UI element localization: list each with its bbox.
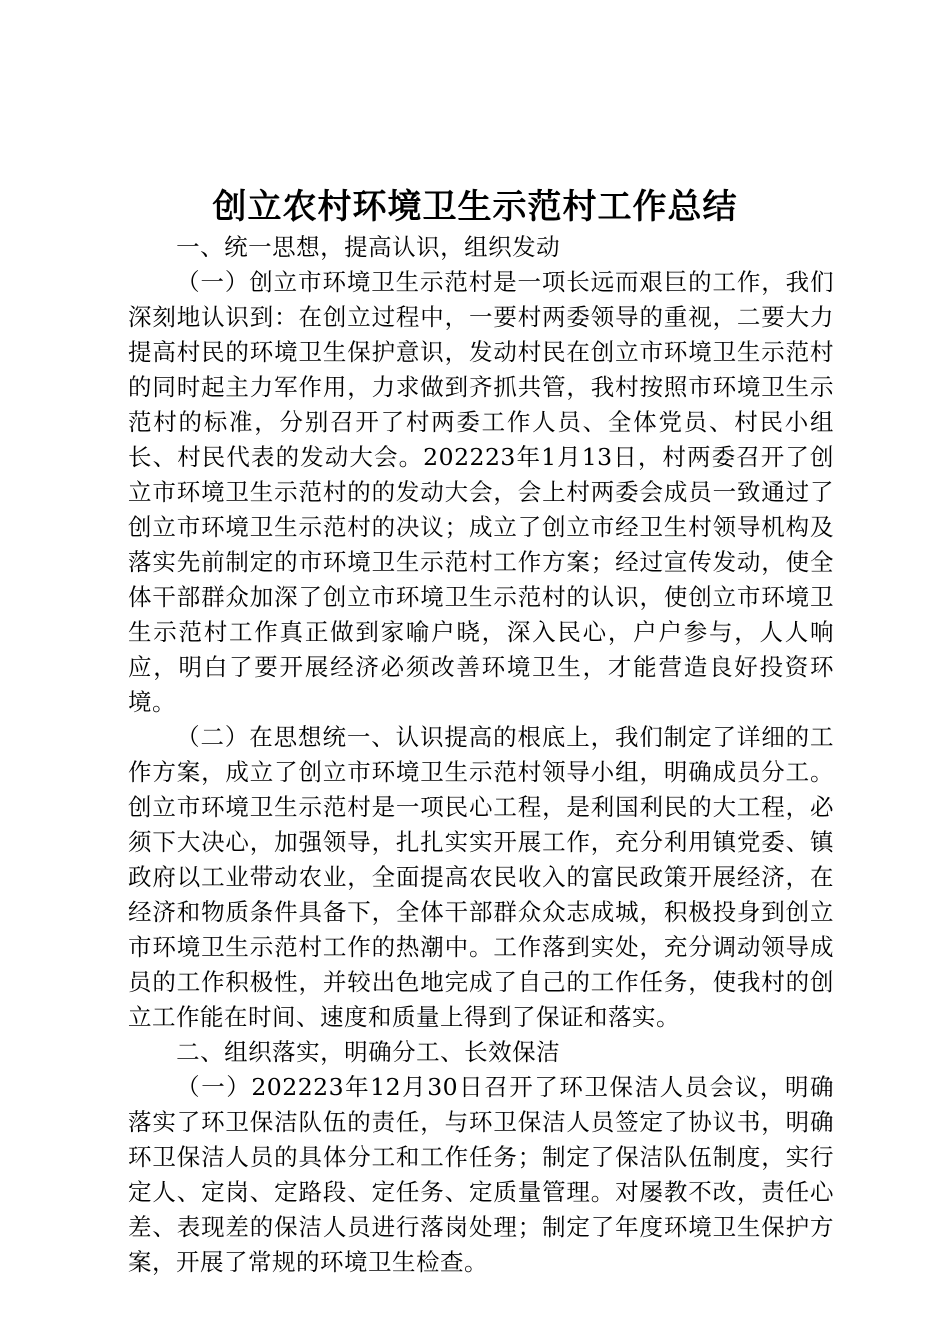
document-body xyxy=(128,230,834,1280)
paragraph-1-2: （二）在思想统一、认识提高的根底上，我们制定了详细的工作方案，成立了创立市环境卫生示范村领导小组，明确成员分工。创立市环境卫生示范村是一项民心工程，是利国利民的大工程，必须下大决心，加强领导，扎扎实实开展工作，充分利用镇党委、镇政府以工业带动农业，全面提高农民收入的富民政策开展经济，在经济和物质条件具备下，全体干部群众众志成城，积极投身到创立市环境卫生示范村工作的热潮中。工作落到实处，充分调动领导成员的工作积极性，并较出色地完成了自己的工作任务，使我村的创立工作能在时间、速度和质量上得到了保证和落实。 xyxy=(128,723,834,1031)
document-title: 创立农村环境卫生示范村工作总结 xyxy=(212,187,738,227)
paragraph-2-1: （一）202223年12月30日召开了环卫保洁人员会议，明确落实了环卫保洁队伍的责任，与环卫保洁人员签定了协议书，明确环卫保洁人员的具体分工和工作任务；制定了保洁队伍制度，实行定人、定岗、定路段、定任务、定质量管理。对屡教不改，责任心差、表现差的保洁人员进行落岗处理；制定了年度环境卫生保护方案，开展了常规的环境卫生检查。 xyxy=(128,1073,834,1276)
section-heading-2: 二、组织落实，明确分工、长效保洁 xyxy=(176,1038,561,1066)
section-heading-1: 一、统一思想，提高认识，组织发动 xyxy=(176,233,561,261)
paragraph-1-1: （一）创立市环境卫生示范村是一项长远而艰巨的工作，我们深刻地认识到：在创立过程中，一要村两委领导的重视，二要大力提高村民的环境卫生保护意识，发动村民在创立市环境卫生示范村的同时起主力军作用，力求做到齐抓共管，我村按照市环境卫生示范村的标准，分别召开了村两委工作人员、全体党员、村民小组长、村民代表的发动大会。202223年1月13日，村两委召开了创立市环境卫生示范村的的发动大会，会上村两委会成员一致通过了创立市环境卫生示范村的决议；成立了创立市经卫生村领导机构及落实先前制定的市环境卫生示范村工作方案；经过宣传发动，使全体干部群众加深了创立市环境卫生示范村的认识，使创立市环境卫生示范村工作真正做到家喻户晓，深入民心，户户参与，人人响应，明白了要开展经济必须改善环境卫生，才能营造良好投资环境。 xyxy=(128,268,834,716)
